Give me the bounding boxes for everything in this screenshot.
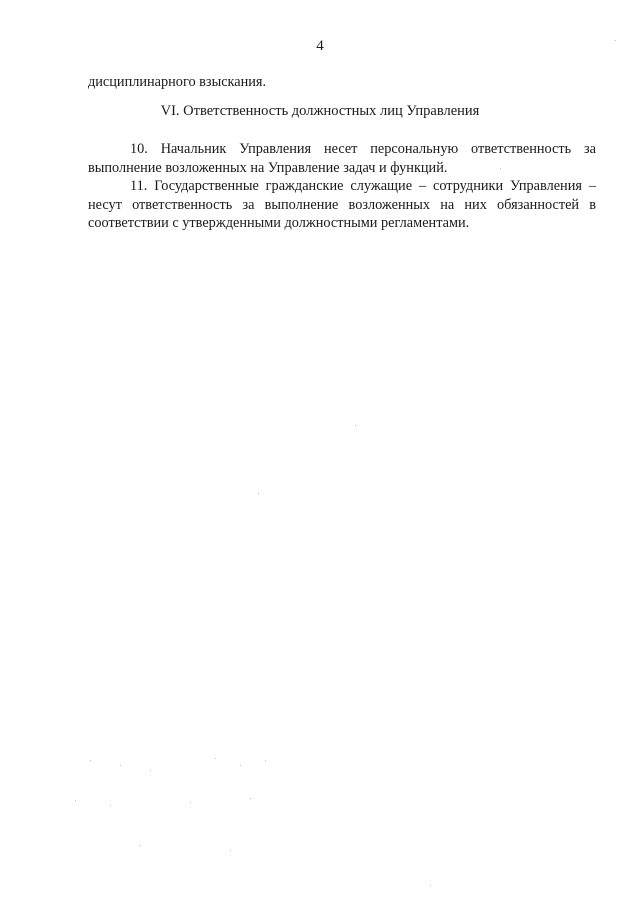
section-heading: VI. Ответственность должностных лиц Управления <box>160 103 480 119</box>
continuation-text: дисциплинарного взыскания. <box>88 74 267 90</box>
paragraph-10: 10. Начальник Управления несет персональную ответственность за выполнение возложенных на Управление задач и функций. <box>88 141 596 176</box>
page-number: 4 <box>316 38 324 54</box>
paragraph-11: 11. Государственные гражданские служащие – сотрудники Управления – несут ответственность за выполнение возложенных на них обязанностей в соответствии с утвержденными должностными регламентами. <box>88 178 596 231</box>
